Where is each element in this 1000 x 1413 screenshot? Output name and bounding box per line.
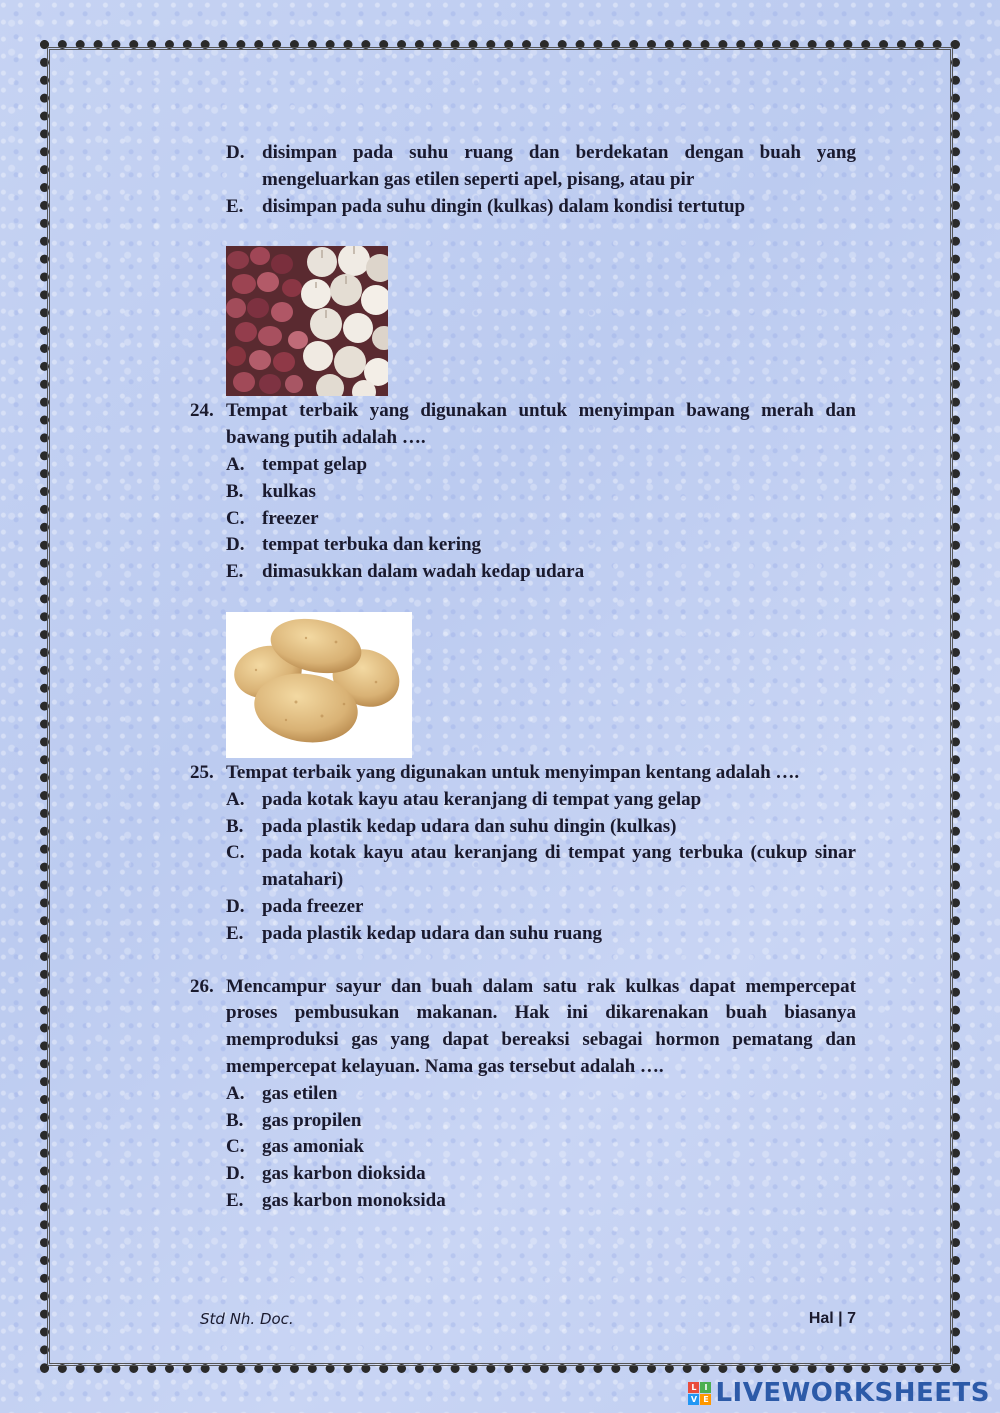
- option-label: C.: [226, 507, 245, 529]
- option-text: gas amoniak: [262, 1136, 364, 1158]
- option-e[interactable]: [190, 194, 856, 221]
- option-text: disimpan pada suhu ruang dan berdekatan dengan buah yang mengeluarkan gas etilen seperti apel, pisang, atau pir: [262, 142, 856, 190]
- liveworksheets-logo-icon: [688, 1382, 711, 1405]
- question-24: [190, 398, 856, 586]
- option-label: B.: [226, 1109, 244, 1131]
- option-label: C.: [226, 1136, 245, 1158]
- option-label: C.: [226, 842, 245, 864]
- option-text: kulkas: [262, 480, 316, 502]
- option-d[interactable]: [190, 140, 856, 194]
- question-number: 26.: [190, 975, 214, 997]
- option-text: pada kotak kayu atau keranjang di tempat yang terbuka (cukup sinar matahari): [262, 842, 856, 891]
- option-label: E.: [226, 561, 244, 583]
- option-e[interactable]: [190, 921, 856, 948]
- option-c[interactable]: [190, 1134, 856, 1161]
- option-d[interactable]: [190, 532, 856, 559]
- option-label: B.: [226, 480, 244, 502]
- option-a[interactable]: [190, 787, 856, 814]
- option-label: E.: [226, 1189, 244, 1211]
- liveworksheets-brand[interactable]: [688, 1378, 990, 1408]
- option-b[interactable]: [190, 1108, 856, 1135]
- footer-doc-signature: Std Nh. Doc.: [200, 1310, 294, 1328]
- option-e[interactable]: [190, 1188, 856, 1215]
- worksheet-content: [190, 140, 856, 1215]
- option-label: D.: [226, 1163, 245, 1185]
- option-e[interactable]: [190, 559, 856, 586]
- option-a[interactable]: [190, 1081, 856, 1108]
- logo-letter: L: [688, 1382, 699, 1393]
- option-text: disimpan pada suhu dingin (kulkas) dalam kondisi tertutup: [262, 195, 746, 217]
- option-c[interactable]: [190, 506, 856, 533]
- option-label: D.: [226, 534, 245, 556]
- option-label: A.: [226, 453, 245, 475]
- option-c[interactable]: [190, 840, 856, 894]
- question-number: 24.: [190, 400, 214, 422]
- question-stem: [190, 398, 856, 452]
- option-label: D.: [226, 142, 245, 163]
- option-a[interactable]: [190, 452, 856, 479]
- question-text: Tempat terbaik yang digunakan untuk menyimpan kentang adalah ….: [226, 761, 800, 783]
- footer-page-number: Hal | 7: [808, 1310, 856, 1327]
- option-label: E.: [226, 195, 244, 217]
- option-text: pada kotak kayu atau keranjang di tempat yang gelap: [262, 788, 702, 810]
- question-text: Tempat terbaik yang digunakan untuk menyimpan bawang merah dan bawang putih adalah ….: [226, 400, 856, 449]
- option-text: pada plastik kedap udara dan suhu dingin (kulkas): [262, 815, 677, 837]
- logo-letter: I: [700, 1382, 711, 1393]
- question-number: 25.: [190, 761, 214, 783]
- option-text: tempat terbuka dan kering: [262, 534, 482, 556]
- option-text: freezer: [262, 507, 319, 529]
- option-d[interactable]: [190, 1161, 856, 1188]
- spacer: [190, 948, 856, 974]
- option-label: B.: [226, 815, 244, 837]
- logo-letter: V: [688, 1394, 699, 1405]
- option-text: gas karbon dioksida: [262, 1163, 426, 1185]
- option-label: A.: [226, 1082, 245, 1104]
- option-d[interactable]: [190, 894, 856, 921]
- question-26: [190, 974, 856, 1215]
- question-25: [190, 760, 856, 948]
- logo-letter: E: [700, 1394, 711, 1405]
- option-text: gas karbon monoksida: [262, 1189, 446, 1211]
- brand-name: LIVEWORKSHEETS: [715, 1378, 990, 1408]
- question-stem: [190, 974, 856, 1081]
- question-text: Mencampur sayur dan buah dalam satu rak kulkas dapat mempercepat proses pembusukan makanan. Hak ini dikarenakan buah biasanya memproduksi gas yang dapat bereaksi sebagai hormon pematang dan mempercepat kelayuan. Nama gas tersebut adalah ….: [226, 975, 856, 1077]
- option-text: gas propilen: [262, 1109, 362, 1131]
- option-text: pada plastik kedap udara dan suhu ruang: [262, 922, 603, 944]
- shallot-garlic-image: [226, 246, 388, 396]
- option-text: dimasukkan dalam wadah kedap udara: [262, 561, 585, 583]
- option-label: E.: [226, 922, 244, 944]
- option-text: gas etilen: [262, 1082, 338, 1104]
- option-b[interactable]: [190, 479, 856, 506]
- option-text: pada freezer: [262, 895, 364, 917]
- question-stem: [190, 760, 856, 787]
- option-b[interactable]: [190, 814, 856, 841]
- option-label: D.: [226, 895, 245, 917]
- potato-image: [226, 612, 412, 758]
- prev-question-options: [190, 140, 856, 220]
- option-label: A.: [226, 788, 245, 810]
- option-text: tempat gelap: [262, 453, 368, 475]
